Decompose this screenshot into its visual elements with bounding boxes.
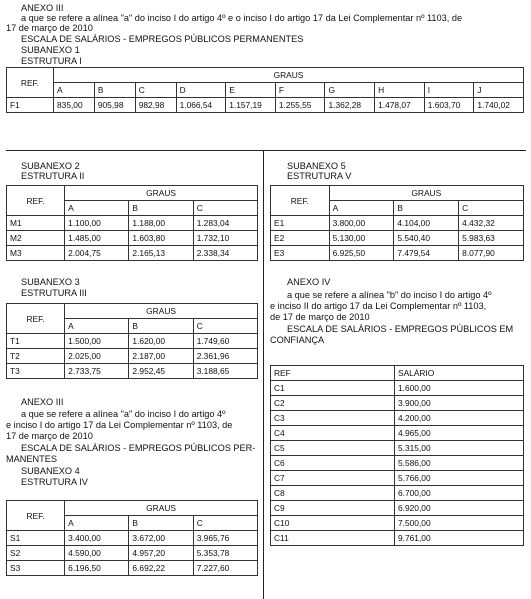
salary-cell: 1.620,00 bbox=[129, 334, 193, 349]
salary-cell: 1.600,00 bbox=[395, 381, 524, 396]
salary-cell: 6.925,50 bbox=[329, 246, 394, 261]
table-row bbox=[271, 396, 524, 411]
salary-cell: 3.965,76 bbox=[193, 531, 257, 546]
salary-cell: 1.157,19 bbox=[226, 98, 276, 113]
salary-cell: 4.104,00 bbox=[394, 216, 459, 231]
table-row bbox=[7, 546, 258, 561]
grau-column-header: F bbox=[275, 83, 325, 98]
salary-cell: 1.283,04 bbox=[193, 216, 257, 231]
subanexo-3-heading: SUBANEXO 3 bbox=[21, 277, 80, 287]
salary-cell: 4.957,20 bbox=[129, 546, 193, 561]
ref-cell: T2 bbox=[7, 349, 65, 364]
table-row bbox=[7, 349, 258, 364]
graus-header: GRAUS bbox=[54, 68, 524, 83]
salary-cell: 4.590,00 bbox=[65, 546, 129, 561]
salary-cell: 5.766,00 bbox=[395, 471, 524, 486]
salary-cell: 4.965,00 bbox=[395, 426, 524, 441]
ref-cell: C10 bbox=[271, 516, 395, 531]
salary-cell: 1.500,00 bbox=[65, 334, 129, 349]
salary-cell: 2.004,75 bbox=[65, 246, 129, 261]
salary-cell: 8.077,90 bbox=[459, 246, 524, 261]
salary-table-confianca bbox=[270, 365, 524, 546]
ref-cell: T1 bbox=[7, 334, 65, 349]
ref-cell: C2 bbox=[271, 396, 395, 411]
anexo3-title: ANEXO III bbox=[21, 3, 64, 13]
salary-cell: 6.700,00 bbox=[395, 486, 524, 501]
salary-cell: 3.400,00 bbox=[65, 531, 129, 546]
anexo4-description: a que se refere a alínea "b" do inciso I do artigo 4º bbox=[287, 290, 492, 300]
salary-cell: 3.672,00 bbox=[129, 531, 193, 546]
salary-cell: 1.188,00 bbox=[129, 216, 193, 231]
grau-column-header: H bbox=[375, 83, 425, 98]
grau-column-header: I bbox=[424, 83, 474, 98]
anexo3-mid-escala: ESCALA DE SALÁRIOS - EMPREGOS PÚBLICOS PER- bbox=[21, 443, 256, 453]
salary-cell: 1.478,07 bbox=[375, 98, 425, 113]
salary-cell: 1.100,00 bbox=[65, 216, 129, 231]
ref-cell: F1 bbox=[7, 98, 54, 113]
anexo4-escala: ESCALA DE SALÁRIOS - EMPREGOS PÚBLICOS EM bbox=[287, 324, 514, 334]
salary-cell: 5.353,78 bbox=[193, 546, 257, 561]
ref-cell: C11 bbox=[271, 531, 395, 546]
grau-column-header: D bbox=[176, 83, 226, 98]
table-row bbox=[271, 456, 524, 471]
estrutura-2-heading: ESTRUTURA II bbox=[21, 171, 85, 181]
ref-header: REF. bbox=[7, 304, 65, 334]
ref-cell: C5 bbox=[271, 441, 395, 456]
ref-cell: C1 bbox=[271, 381, 395, 396]
anexo3-mid-description-date: 17 de março de 2010 bbox=[6, 431, 93, 441]
salary-cell: 982,98 bbox=[135, 98, 176, 113]
ref-header: REF. bbox=[271, 186, 330, 216]
table-row bbox=[7, 364, 258, 379]
salary-cell: 1.749,60 bbox=[193, 334, 257, 349]
grau-column-header: C bbox=[193, 319, 257, 334]
salario-header: SALÁRIO bbox=[395, 366, 524, 381]
anexo4-description-date: de 17 de março de 2010 bbox=[270, 312, 370, 322]
anexo4-title: ANEXO IV bbox=[287, 277, 331, 287]
table-row bbox=[7, 531, 258, 546]
salary-cell: 5.315,00 bbox=[395, 441, 524, 456]
salary-cell: 7.500,00 bbox=[395, 516, 524, 531]
salary-cell: 7.227,60 bbox=[193, 561, 257, 576]
grau-column-header: A bbox=[329, 201, 394, 216]
escala-heading: ESCALA DE SALÁRIOS - EMPREGOS PÚBLICOS PERMANENTES bbox=[21, 34, 304, 44]
estrutura-4-heading: ESTRUTURA IV bbox=[21, 477, 88, 487]
table-row bbox=[271, 441, 524, 456]
ref-cell: E3 bbox=[271, 246, 330, 261]
grau-column-header: E bbox=[226, 83, 276, 98]
ref-cell: M2 bbox=[7, 231, 65, 246]
column-divider bbox=[263, 151, 264, 599]
table-row bbox=[7, 246, 258, 261]
table-row bbox=[7, 98, 524, 113]
salary-cell: 6.692,22 bbox=[129, 561, 193, 576]
ref-cell: S1 bbox=[7, 531, 65, 546]
ref-cell: C3 bbox=[271, 411, 395, 426]
salary-cell: 1.066,54 bbox=[176, 98, 226, 113]
salary-cell: 2.361,96 bbox=[193, 349, 257, 364]
table-row bbox=[271, 381, 524, 396]
salary-table-estrutura-2 bbox=[6, 185, 258, 261]
subanexo-5-heading: SUBANEXO 5 bbox=[287, 161, 346, 171]
salary-cell: 1.740,02 bbox=[474, 98, 524, 113]
ref-cell: M1 bbox=[7, 216, 65, 231]
section-divider bbox=[6, 150, 526, 151]
ref-header: REF bbox=[271, 366, 395, 381]
salary-cell: 5.586,00 bbox=[395, 456, 524, 471]
salary-cell: 1.362,28 bbox=[325, 98, 375, 113]
salary-cell: 6.196,50 bbox=[65, 561, 129, 576]
salary-cell: 2.187,00 bbox=[129, 349, 193, 364]
ref-cell: E2 bbox=[271, 231, 330, 246]
salary-cell: 4.432,32 bbox=[459, 216, 524, 231]
graus-header: GRAUS bbox=[65, 501, 258, 516]
ref-header: REF. bbox=[7, 68, 54, 98]
salary-cell: 5.540,40 bbox=[394, 231, 459, 246]
ref-cell: C6 bbox=[271, 456, 395, 471]
ref-header: REF. bbox=[7, 186, 65, 216]
salary-cell: 3.900,00 bbox=[395, 396, 524, 411]
grau-column-header: B bbox=[94, 83, 135, 98]
salary-cell: 1.603,80 bbox=[129, 231, 193, 246]
table-row bbox=[271, 516, 524, 531]
salary-cell: 4.200,00 bbox=[395, 411, 524, 426]
table-row bbox=[271, 501, 524, 516]
subanexo-2-heading: SUBANEXO 2 bbox=[21, 161, 80, 171]
grau-column-header: J bbox=[474, 83, 524, 98]
salary-cell: 835,00 bbox=[54, 98, 95, 113]
salary-table-estrutura-5 bbox=[270, 185, 524, 261]
ref-cell: C7 bbox=[271, 471, 395, 486]
subanexo-1-heading: SUBANEXO 1 bbox=[21, 45, 80, 55]
grau-column-header: C bbox=[193, 516, 257, 531]
salary-table-estrutura-4 bbox=[6, 500, 258, 576]
table-row bbox=[271, 531, 524, 546]
grau-column-header: B bbox=[129, 201, 193, 216]
ref-cell: S3 bbox=[7, 561, 65, 576]
salary-cell: 1.603,70 bbox=[424, 98, 474, 113]
grau-column-header: A bbox=[65, 516, 129, 531]
salary-cell: 2.165,13 bbox=[129, 246, 193, 261]
grau-column-header: B bbox=[394, 201, 459, 216]
salary-cell: 905,98 bbox=[94, 98, 135, 113]
salary-table-estrutura-3 bbox=[6, 303, 258, 379]
ref-cell: S2 bbox=[7, 546, 65, 561]
anexo3-mid-description: a que se refere a alínea "a" do inciso I do artigo 4º bbox=[21, 409, 226, 419]
salary-cell: 1.485,00 bbox=[65, 231, 129, 246]
anexo3-mid-escala-cont: MANENTES bbox=[6, 454, 58, 464]
table-row bbox=[271, 411, 524, 426]
salary-cell: 9.761,00 bbox=[395, 531, 524, 546]
salary-cell: 6.920,00 bbox=[395, 501, 524, 516]
salary-cell: 2.338,34 bbox=[193, 246, 257, 261]
ref-cell: E1 bbox=[271, 216, 330, 231]
estrutura-1-heading: ESTRUTURA I bbox=[21, 56, 82, 66]
salary-cell: 5.130,00 bbox=[329, 231, 394, 246]
salary-cell: 2.952,45 bbox=[129, 364, 193, 379]
grau-column-header: B bbox=[129, 319, 193, 334]
anexo4-description-cont: e inciso II do artigo 17 da Lei Complementar nº 1103, bbox=[270, 301, 487, 311]
ref-cell: C4 bbox=[271, 426, 395, 441]
salary-cell: 2.733,75 bbox=[65, 364, 129, 379]
anexo4-escala-cont: CONFIANÇA bbox=[270, 335, 325, 345]
table-row bbox=[271, 216, 524, 231]
grau-column-header: C bbox=[193, 201, 257, 216]
table-row bbox=[271, 486, 524, 501]
grau-column-header: A bbox=[65, 319, 129, 334]
grau-column-header: C bbox=[135, 83, 176, 98]
anexo3-description: a que se refere a alínea "a" do inciso I do artigo 4º e o inciso I do artigo 17 da Lei Complementar nº 1103, de bbox=[21, 13, 463, 23]
grau-column-header: C bbox=[459, 201, 524, 216]
anexo3-mid-title: ANEXO III bbox=[21, 397, 64, 407]
estrutura-3-heading: ESTRUTURA III bbox=[21, 288, 87, 298]
grau-column-header: G bbox=[325, 83, 375, 98]
ref-cell: M3 bbox=[7, 246, 65, 261]
ref-header: REF. bbox=[7, 501, 65, 531]
salary-cell: 3.188,65 bbox=[193, 364, 257, 379]
table-row bbox=[271, 246, 524, 261]
salary-cell: 3.800,00 bbox=[329, 216, 394, 231]
salary-cell: 2.025,00 bbox=[65, 349, 129, 364]
salary-cell: 5.983,63 bbox=[459, 231, 524, 246]
anexo3-mid-description-cont: e inciso I do artigo 17 da Lei Complementar nº 1103, de bbox=[6, 420, 233, 430]
table-row bbox=[271, 471, 524, 486]
grau-column-header: A bbox=[65, 201, 129, 216]
table-row bbox=[7, 216, 258, 231]
salary-cell: 7.479,54 bbox=[394, 246, 459, 261]
graus-header: GRAUS bbox=[65, 186, 258, 201]
table-row bbox=[271, 231, 524, 246]
table-row bbox=[7, 561, 258, 576]
ref-cell: C8 bbox=[271, 486, 395, 501]
ref-cell: T3 bbox=[7, 364, 65, 379]
table-row bbox=[271, 426, 524, 441]
grau-column-header: B bbox=[129, 516, 193, 531]
grau-column-header: A bbox=[54, 83, 95, 98]
ref-cell: C9 bbox=[271, 501, 395, 516]
salary-table-estrutura-1 bbox=[6, 67, 524, 113]
salary-cell: 1.255,55 bbox=[275, 98, 325, 113]
salary-cell: 1.732,10 bbox=[193, 231, 257, 246]
graus-header: GRAUS bbox=[329, 186, 523, 201]
anexo3-description-cont: 17 de março de 2010 bbox=[6, 23, 93, 33]
table-row bbox=[7, 231, 258, 246]
table-row bbox=[7, 334, 258, 349]
subanexo-4-heading: SUBANEXO 4 bbox=[21, 466, 80, 476]
graus-header: GRAUS bbox=[65, 304, 258, 319]
estrutura-5-heading: ESTRUTURA V bbox=[287, 171, 352, 181]
